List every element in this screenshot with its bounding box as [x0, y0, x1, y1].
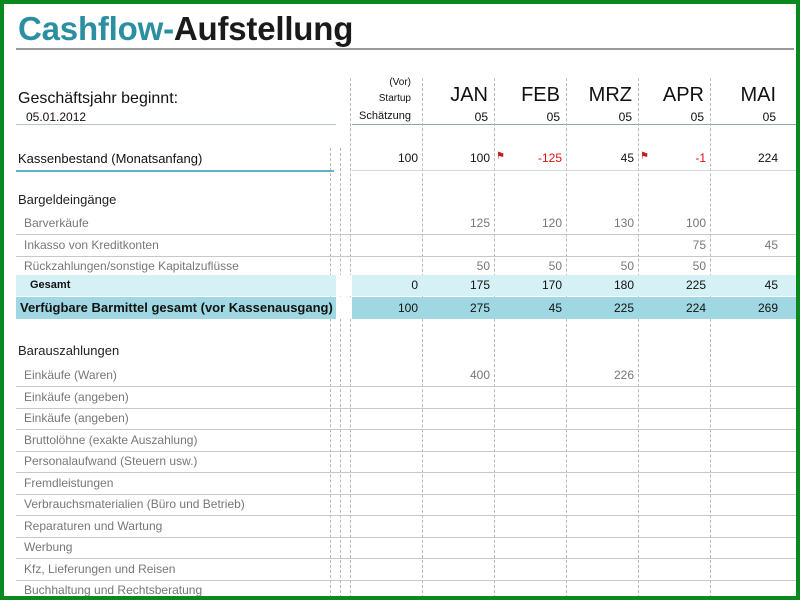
kassenbestand-underline-values: [352, 170, 796, 171]
value-cell[interactable]: 175: [469, 278, 490, 292]
value-cell[interactable]: 50: [548, 259, 562, 273]
header-divider-left: [16, 124, 336, 125]
auszahlung-row: [16, 365, 796, 387]
value-cell[interactable]: 170: [541, 278, 562, 292]
row-label: Bruttolöhne (exakte Auszahlung): [24, 432, 198, 447]
auszahlung-row: [16, 537, 796, 559]
row-label: Inkasso von Kreditkonten: [24, 237, 159, 252]
auszahlung-row: [16, 430, 796, 452]
value-cell[interactable]: 224: [757, 151, 778, 165]
auszahlung-row: [16, 580, 796, 596]
kassenbestand-row: [16, 148, 796, 169]
value-cell[interactable]: 225: [685, 278, 706, 292]
startup-header-line1: (Vor): [389, 77, 411, 88]
auszahlung-row: [16, 473, 796, 495]
barauszahlungen-heading: Barauszahlungen: [18, 343, 120, 358]
bargeld-row: [16, 235, 796, 257]
row-label: Kfz, Lieferungen und Reisen: [24, 561, 176, 576]
value-cell[interactable]: 50: [692, 259, 706, 273]
auszahlung-row: [16, 387, 796, 409]
row-label: Einkäufe (Waren): [24, 368, 117, 382]
column-gap: [336, 297, 352, 319]
value-cell[interactable]: 125: [469, 216, 490, 230]
gesamt-label: Gesamt: [30, 279, 71, 291]
value-cell[interactable]: 100: [397, 151, 418, 165]
value-cell[interactable]: 50: [476, 259, 490, 273]
page-title: [18, 10, 353, 48]
title-part2: Aufstellung: [173, 10, 354, 47]
auszahlung-row: [16, 451, 796, 473]
value-cell[interactable]: -125: [537, 151, 562, 165]
value-cell[interactable]: 120: [541, 216, 562, 230]
auszahlung-row: [16, 516, 796, 538]
startup-header-line2: Startup: [378, 93, 411, 104]
header-divider-right: [352, 124, 796, 125]
title-part1: Cashflow-: [18, 10, 174, 47]
value-cell[interactable]: 225: [613, 301, 634, 315]
month-header: MRZ: [588, 84, 632, 106]
month-number: 05: [690, 110, 704, 124]
value-cell[interactable]: 45: [548, 301, 562, 315]
value-cell[interactable]: 400: [469, 368, 490, 382]
month-header: JAN: [450, 84, 488, 106]
title-divider: [16, 48, 794, 50]
value-cell[interactable]: 226: [613, 368, 634, 382]
month-header: FEB: [521, 84, 560, 106]
row-label: Barverkäufe: [24, 216, 89, 230]
value-cell[interactable]: 45: [764, 237, 778, 252]
month-number: 05: [474, 110, 488, 124]
month-header: MAI: [740, 84, 776, 106]
row-label: Einkäufe (angeben): [24, 389, 129, 404]
value-cell[interactable]: 50: [620, 259, 634, 273]
value-cell[interactable]: 45: [620, 151, 634, 165]
row-label: Personalaufwand (Steuern usw.): [24, 454, 198, 468]
verfuegbar-label: Verfügbare Barmittel gesamt (vor Kassenausgang): [20, 300, 333, 315]
flag-icon: ⚑: [496, 151, 505, 162]
fiscal-year-date[interactable]: 05.01.2012: [26, 110, 87, 124]
row-label: Buchhaltung und Rechtsberatung: [24, 583, 203, 596]
value-cell[interactable]: 180: [613, 278, 634, 292]
value-cell[interactable]: -1: [695, 151, 706, 165]
month-number: 05: [762, 110, 776, 124]
bargeld-row: [16, 213, 796, 235]
spreadsheet: [4, 4, 796, 596]
row-label: Rückzahlungen/sonstige Kapitalzuflüsse: [24, 259, 239, 273]
value-cell[interactable]: 100: [685, 216, 706, 230]
month-header: APR: [662, 84, 704, 106]
verfuegbar-row: [16, 297, 796, 319]
row-label: Einkäufe (angeben): [24, 411, 129, 425]
month-number: 05: [546, 110, 560, 124]
fiscal-year-label: Geschäftsjahr beginnt:: [18, 90, 179, 107]
column-gap: [336, 275, 352, 296]
kassenbestand-underline: [16, 170, 334, 172]
bargeldeingaenge-heading: Bargeldeingänge: [18, 192, 117, 207]
value-cell[interactable]: 75: [692, 237, 706, 252]
row-label: Reparaturen und Wartung: [24, 518, 163, 533]
auszahlung-row: [16, 408, 796, 430]
gesamt-row: [16, 275, 796, 296]
value-cell[interactable]: 0: [411, 278, 418, 292]
value-cell[interactable]: 269: [757, 301, 778, 315]
value-cell[interactable]: 45: [764, 278, 778, 292]
row-label: Werbung: [24, 540, 73, 554]
value-cell[interactable]: 100: [397, 301, 418, 315]
value-cell[interactable]: 100: [469, 151, 490, 165]
value-cell[interactable]: 224: [685, 301, 706, 315]
row-label: Fremdleistungen: [24, 475, 114, 490]
startup-header-line3: Schätzung: [359, 110, 411, 122]
auszahlung-row: [16, 559, 796, 581]
month-number: 05: [618, 110, 632, 124]
value-cell[interactable]: 275: [469, 301, 490, 315]
value-cell[interactable]: 130: [613, 216, 634, 230]
flag-icon: ⚑: [640, 151, 649, 162]
row-label: Verbrauchsmaterialien (Büro und Betrieb): [24, 497, 245, 511]
kassenbestand-label: Kassenbestand (Monatsanfang): [18, 151, 203, 166]
auszahlung-row: [16, 494, 796, 516]
